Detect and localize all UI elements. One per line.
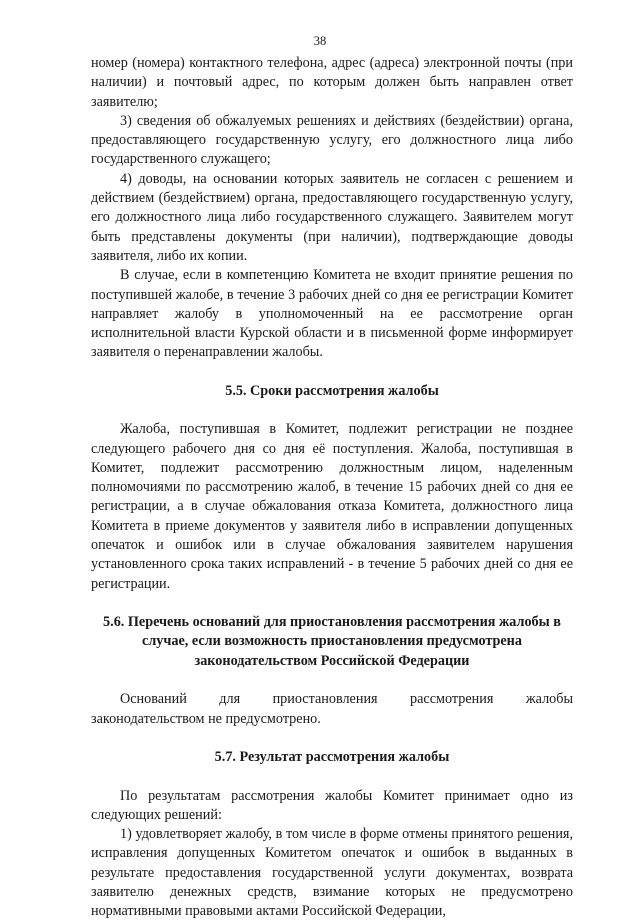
section-title-5-6: 5.6. Перечень оснований для приостановления рассмотрения жалобы в случае, если возможность приостановления предусмотрена законодательством Российской Федерации — [103, 613, 561, 669]
section-title-5-5: 5.5. Сроки рассмотрения жалобы — [225, 382, 439, 399]
section-title-5-7: 5.7. Результат рассмотрения жалобы — [214, 749, 450, 766]
paragraph-decision-1: 1) удовлетворяет жалобу, в том числе в форме отмены принятого решения, исправления допущенных Комитетом опечаток и ошибок в выданных в результате предоставления государственной услуги документах, возврата заявителю денежных средств, взимание которых не предусмотрено нормативными правовыми актами Российской Федерации, — [91, 826, 573, 920]
paragraph-item-3: 3) сведения об обжалуемых решениях и действиях (бездействии) органа, предоставляющего государственную услугу, его должностного лица либо государственного служащего; — [91, 112, 573, 168]
paragraph-redirect: В случае, если в компетенцию Комитета не входит принятие решения по поступившей жалобе, в течение 3 рабочих дней со дня ее регистрации Комитет направляет жалобу в уполномоченный на ее рассмотрение орган исполнительной власти Курской области и в письменной форме информирует заявителя о перенаправлении жалобы. — [91, 267, 573, 361]
paragraph-item-4: 4) доводы, на основании которых заявитель не согласен с решением и действием (бездействием) органа, предоставляющего государственную услугу, его должностного лица либо государственного служащего. Заявителем могут быть представлены документы (при наличии), подтверждающие доводы заявителя, либо их копии. — [91, 170, 573, 264]
document-body — [91, 54, 573, 922]
paragraph-no-suspension: Оснований для приостановления рассмотрения жалобы законодательством не предусмотрено. — [91, 691, 573, 727]
paragraph-decisions-intro: По результатам рассмотрения жалобы Комитет принимает одно из следующих решений: — [91, 787, 573, 823]
paragraph-review-terms: Жалоба, поступившая в Комитет, подлежит регистрации не позднее следующего рабочего дня со дня её поступления. Жалоба, поступившая в Комитет, подлежит рассмотрению должностным лицом, наделенным полномочиями по рассмотрению жалоб, в течение 15 рабочих дней со дня ее регистрации, а в случае обжалования отказа Комитета, должностного лица Комитета в приеме документов у заявителя либо в исправлении допущенных опечаток и ошибок или в случае обжалования заявителем нарушения установленного срока таких исправлений - в течение 5 рабочих дней со дня ее регистрации. — [91, 421, 573, 592]
paragraph-contact-info: номер (номера) контактного телефона, адрес (адреса) электронной почты (при наличии) и почтовый адрес, по которым должен быть направлен ответ заявителю; — [91, 55, 573, 110]
page-number: 38 — [313, 34, 327, 48]
